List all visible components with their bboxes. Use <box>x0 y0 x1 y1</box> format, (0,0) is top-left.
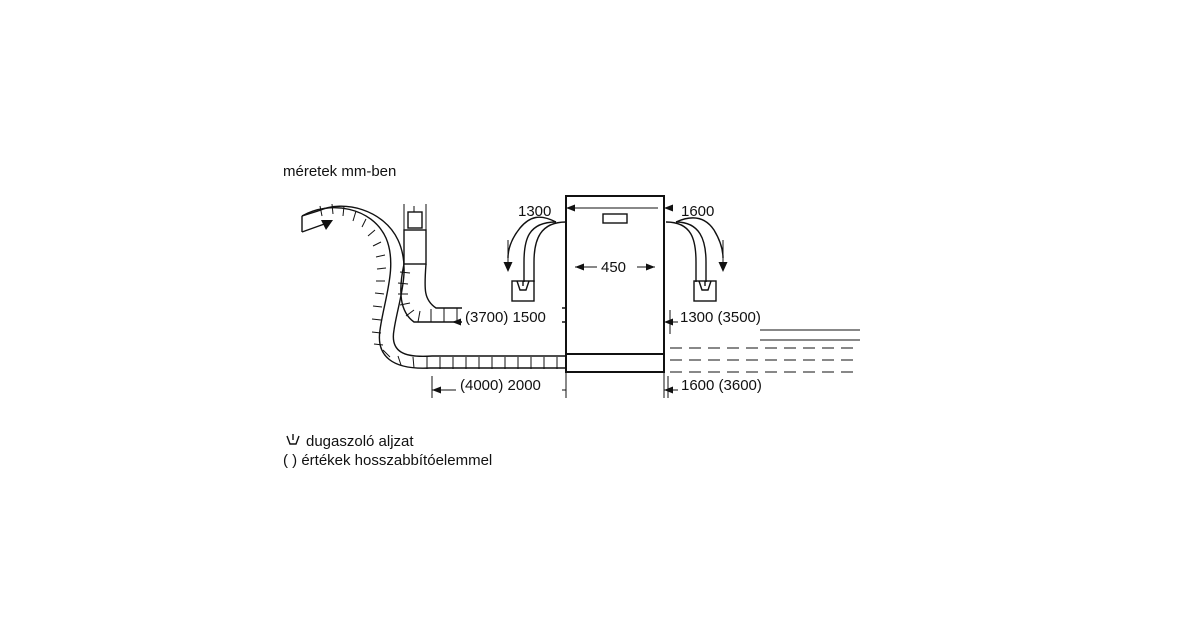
dim-bottom-right <box>664 374 784 398</box>
dim-mid-left <box>452 306 566 326</box>
width-label: 450 <box>601 259 627 276</box>
dim-mid-left-label: (3700) 1500 <box>465 309 546 326</box>
dim-bottom-left-label: (4000) 2000 <box>460 377 541 394</box>
dim-bottom-left <box>432 374 566 398</box>
dim-mid-right-label: 1300 (3500) <box>680 309 761 326</box>
inlet-hose-left <box>398 204 566 322</box>
legend-socket-icon <box>287 434 299 444</box>
socket-icon-right <box>694 281 716 301</box>
unit-note-label: méretek mm-ben <box>283 163 397 180</box>
drain-hose-left <box>302 204 566 369</box>
legend <box>283 433 492 469</box>
wall-connection-lines <box>670 330 860 372</box>
appliance-outline <box>566 196 664 398</box>
dim-top-right-label: 1600 <box>681 203 715 220</box>
dim-top-left-label: 1300 <box>518 203 552 220</box>
dim-top-right-1600 <box>664 203 728 282</box>
width-dimension-450 <box>575 257 655 277</box>
legend-item-1-text: ( ) értékek hosszabbítóelemmel <box>283 452 493 469</box>
dim-bottom-right-label: 1600 (3600) <box>681 377 762 394</box>
legend-item-0-text: dugaszoló aljzat <box>306 433 414 450</box>
socket-icon-left <box>512 281 534 301</box>
